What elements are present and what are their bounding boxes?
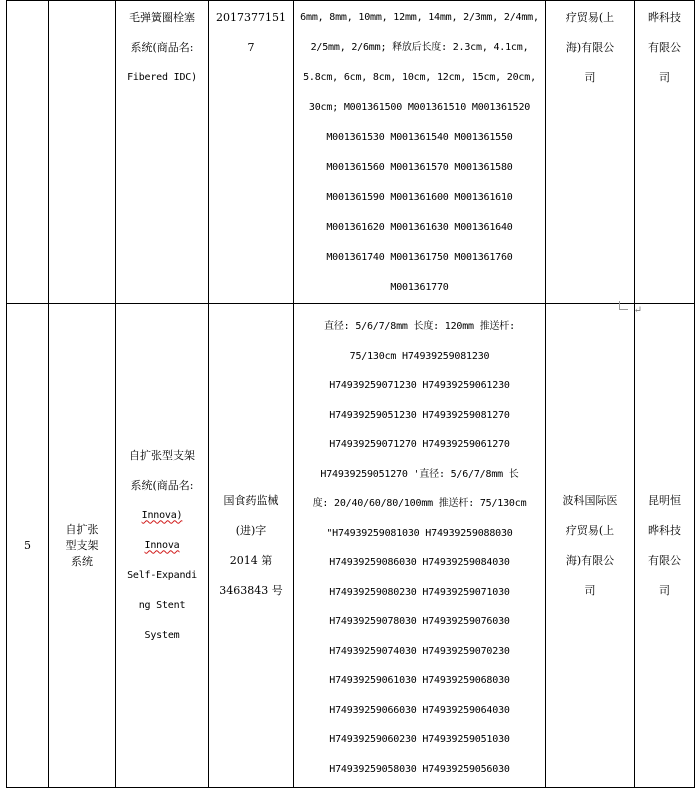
row-number-cell (7, 1, 49, 304)
paragraph-mark-icon: ↵ (633, 305, 642, 316)
applicant-company-cell: 晔科技 有限公 司 (635, 1, 695, 304)
row-number-cell: 5 (7, 304, 49, 788)
specification-cell: 直径: 5/6/7/8mm 长度: 120mm 推送杆: 75/130cm H74939259081230 H74939259071230 H74939259061230 H74939259051230 H74939259081270 H74939259071270 H74939259061270 H74939259051270 '直径: 5/6/7/8mm 长 度: 20/40/60/80/100mm 推送杆: 75/130cm "H74939259081030 H74939259088030 H74939259086030 H74939259084030 H74939259080230 H74939259071030 H74939259078030 H74939259076030 H74939259074030 H74939259070230 H74939259061030 H74939259068030 H74939259066030 H74939259064030 H74939259060230 H74939259051030 H74939259058030 H74939259056030 (294, 304, 546, 788)
registration-number-cell: 国食药监械 (进)字 2014 第 3463843 号 (209, 304, 294, 788)
registration-number-cell: 2017377151 7 (209, 1, 294, 304)
product-name-cell: 自扩张型支架 系统(商品名: Innova) Innova Self-Expandi ng Stent System (116, 304, 209, 788)
device-name-cell (49, 1, 116, 304)
text-boundary-corner-icon (619, 301, 628, 310)
device-name-cell: 自扩张 型支架 系统 (49, 304, 116, 788)
agent-company-cell: 疗贸易(上 海)有限公 司 (546, 1, 635, 304)
table-row (7, 304, 695, 788)
product-name-cell: 毛弹簧圈栓塞 系统(商品名: Fibered IDC) (116, 1, 209, 304)
applicant-company-cell: 昆明恒 晔科技 有限公 司 (635, 304, 695, 788)
specification-cell: 6mm, 8mm, 10mm, 12mm, 14mm, 2/3mm, 2/4mm, 2/5mm, 2/6mm; 释放后长度: 2.3cm, 4.1cm, 5.8cm, 6cm, 8cm, 10cm, 12cm, 15cm, 20cm, 30cm; M001361500 M001361510 M001361520 M001361530 M001361540 M001361550 M001361560 M001361570 M001361580 M001361590 M001361600 M001361610 M001361620 M001361630 M001361640 M001361740 M001361750 M001361760 M001361770 (294, 1, 546, 304)
table-row (7, 1, 695, 304)
agent-company-cell: 波科国际医 疗贸易(上 海)有限公 司 (546, 304, 635, 788)
device-registration-table (6, 0, 695, 788)
